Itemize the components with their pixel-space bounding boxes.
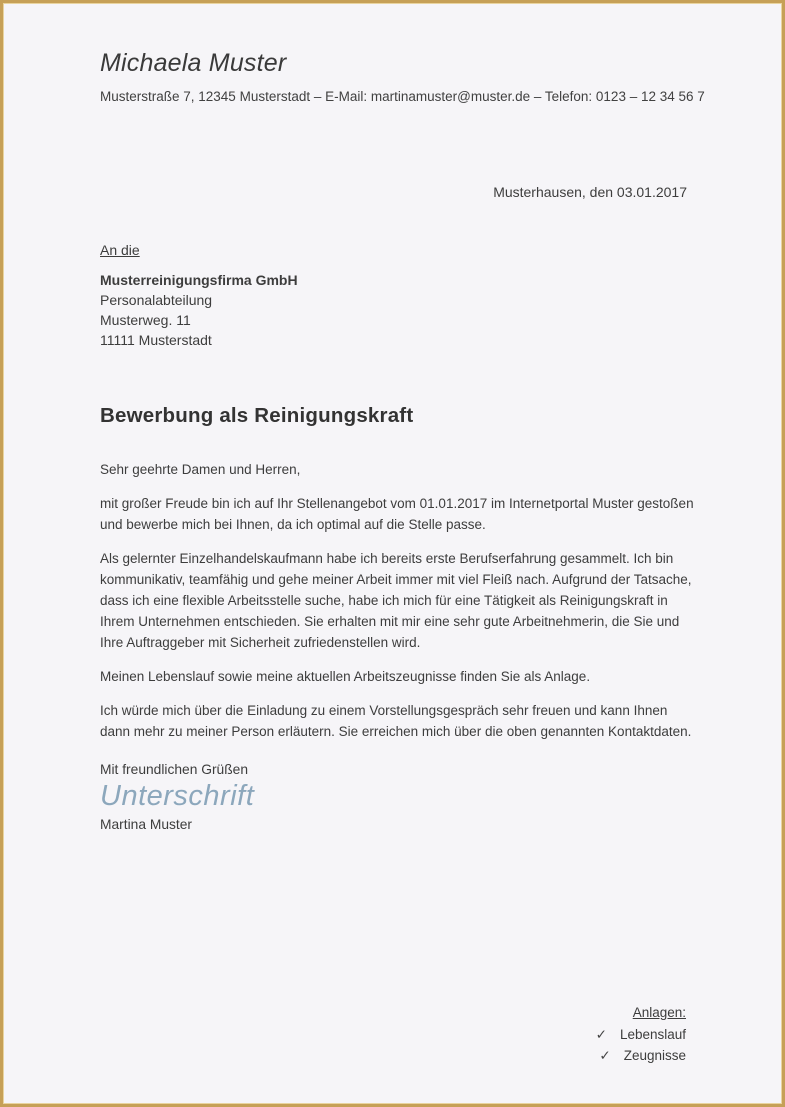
attachment-item: [596, 1045, 686, 1066]
handwritten-signature: Unterschrift: [100, 780, 255, 812]
attachment-label: Zeugnisse: [623, 1048, 686, 1063]
subject-line: Bewerbung als Reinigungskraft: [100, 404, 414, 427]
signer-name: Martina Muster: [100, 817, 193, 832]
attachments-title: Anlagen:: [632, 1005, 686, 1020]
recipient-block: [100, 240, 298, 350]
attachment-item: [596, 1024, 686, 1045]
checkmark-icon: ✓: [595, 1027, 607, 1042]
letter-body: [100, 459, 696, 755]
recipient-company: Musterreinigungsfirma GmbH: [100, 272, 298, 288]
body-paragraph: Ich würde mich über die Einladung zu einem Vorstellungsgespräch sehr freuen und kann Ihnen dann mehr zu meiner Person erläutern. Sie erreichen mich über die oben genannten Kontaktdaten.: [100, 703, 692, 739]
body-paragraph: Als gelernter Einzelhandelskaufmann habe ich bereits erste Berufserfahrung gesammelt. Ich bin kommunikativ, teamfähig und gehe meiner Arbeit immer mit viel Fleiß nach. Aufgrund der Tatsache, dass ich eine flexible Arbeitsstelle suche, habe ich mich für eine Tätigkeit als Reinigungskraft in Ihrem Unternehmen entschieden. Sie erhalten mit mir eine sehr gute Arbeitnehmerin, die Sie und Ihre Auftraggeber mit Sicherheit zufriedenstellen wird.: [100, 551, 692, 650]
date-line: Musterhausen, den 03.01.2017: [493, 184, 687, 200]
body-paragraph: mit großer Freude bin ich auf Ihr Stellenangebot vom 01.01.2017 im Internetportal Muster gestoßen und bewerbe mich bei Ihnen, da ich optimal auf die Stelle passe.: [100, 496, 694, 532]
checkmark-icon: ✓: [599, 1048, 611, 1063]
recipient-department: Personalabteilung: [100, 292, 213, 308]
closing-block: [100, 762, 254, 832]
closing-regards: Mit freundlichen Grüßen: [100, 762, 248, 777]
recipient-street: Musterweg. 11: [100, 312, 191, 328]
sender-name: Michaela Muster: [100, 49, 287, 77]
body-paragraph: Meinen Lebenslauf sowie meine aktuellen Arbeitszeugnisse finden Sie als Anlage.: [100, 669, 591, 684]
recipient-intro: An die: [100, 242, 140, 258]
sender-contact-line: Musterstraße 7, 12345 Musterstadt – E-Mail: martinamuster@muster.de – Telefon: 0123 – 12 34 56 7: [100, 89, 705, 104]
attachments-block: [596, 1002, 686, 1066]
recipient-city: 11111 Musterstadt: [100, 332, 212, 348]
attachment-label: Lebenslauf: [619, 1027, 686, 1042]
greeting: Sehr geehrte Damen und Herren,: [100, 462, 301, 477]
